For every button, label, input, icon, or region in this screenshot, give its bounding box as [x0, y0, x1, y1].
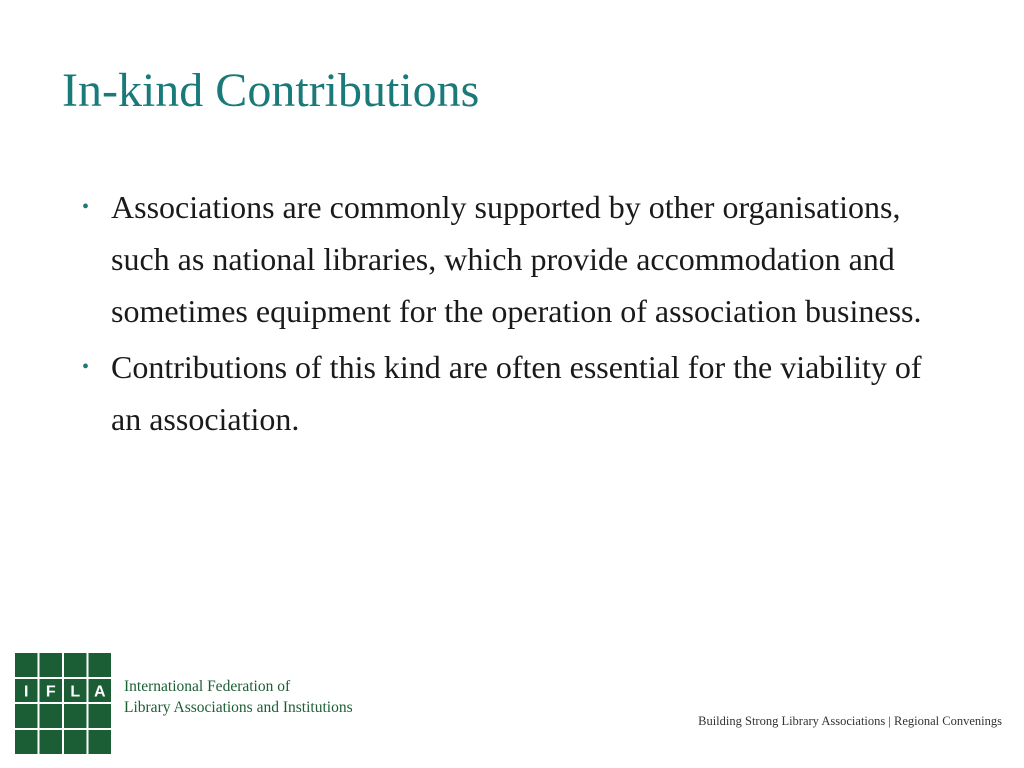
bullet-item	[82, 341, 932, 445]
footer-tagline: Building Strong Library Associations | Regional Convenings	[698, 714, 1002, 728]
logo-letter-a: A	[93, 683, 106, 701]
org-name-line-1: International Federation of	[124, 678, 291, 695]
org-name-line-2: Library Associations and Institutions	[124, 699, 353, 716]
ifla-logo	[15, 653, 111, 754]
bullet-list	[82, 181, 932, 449]
bullet-text: Contributions of this kind are often essential for the viability of an association.	[111, 349, 922, 437]
slide-title: In-kind Contributions	[62, 64, 480, 117]
logo-letter-l: L	[70, 683, 81, 701]
bullet-marker: •	[82, 196, 90, 218]
logo-letter-i: I	[24, 683, 29, 701]
bullet-marker: •	[82, 356, 90, 378]
bullet-item	[82, 181, 932, 337]
organization-name	[124, 676, 353, 718]
logo-letter-f: F	[45, 683, 56, 701]
logo-grid	[15, 653, 111, 754]
bullet-text: Associations are commonly supported by other organisations, such as national libraries, which provide accommodation and sometimes equipment for the operation of association business.	[111, 189, 922, 329]
